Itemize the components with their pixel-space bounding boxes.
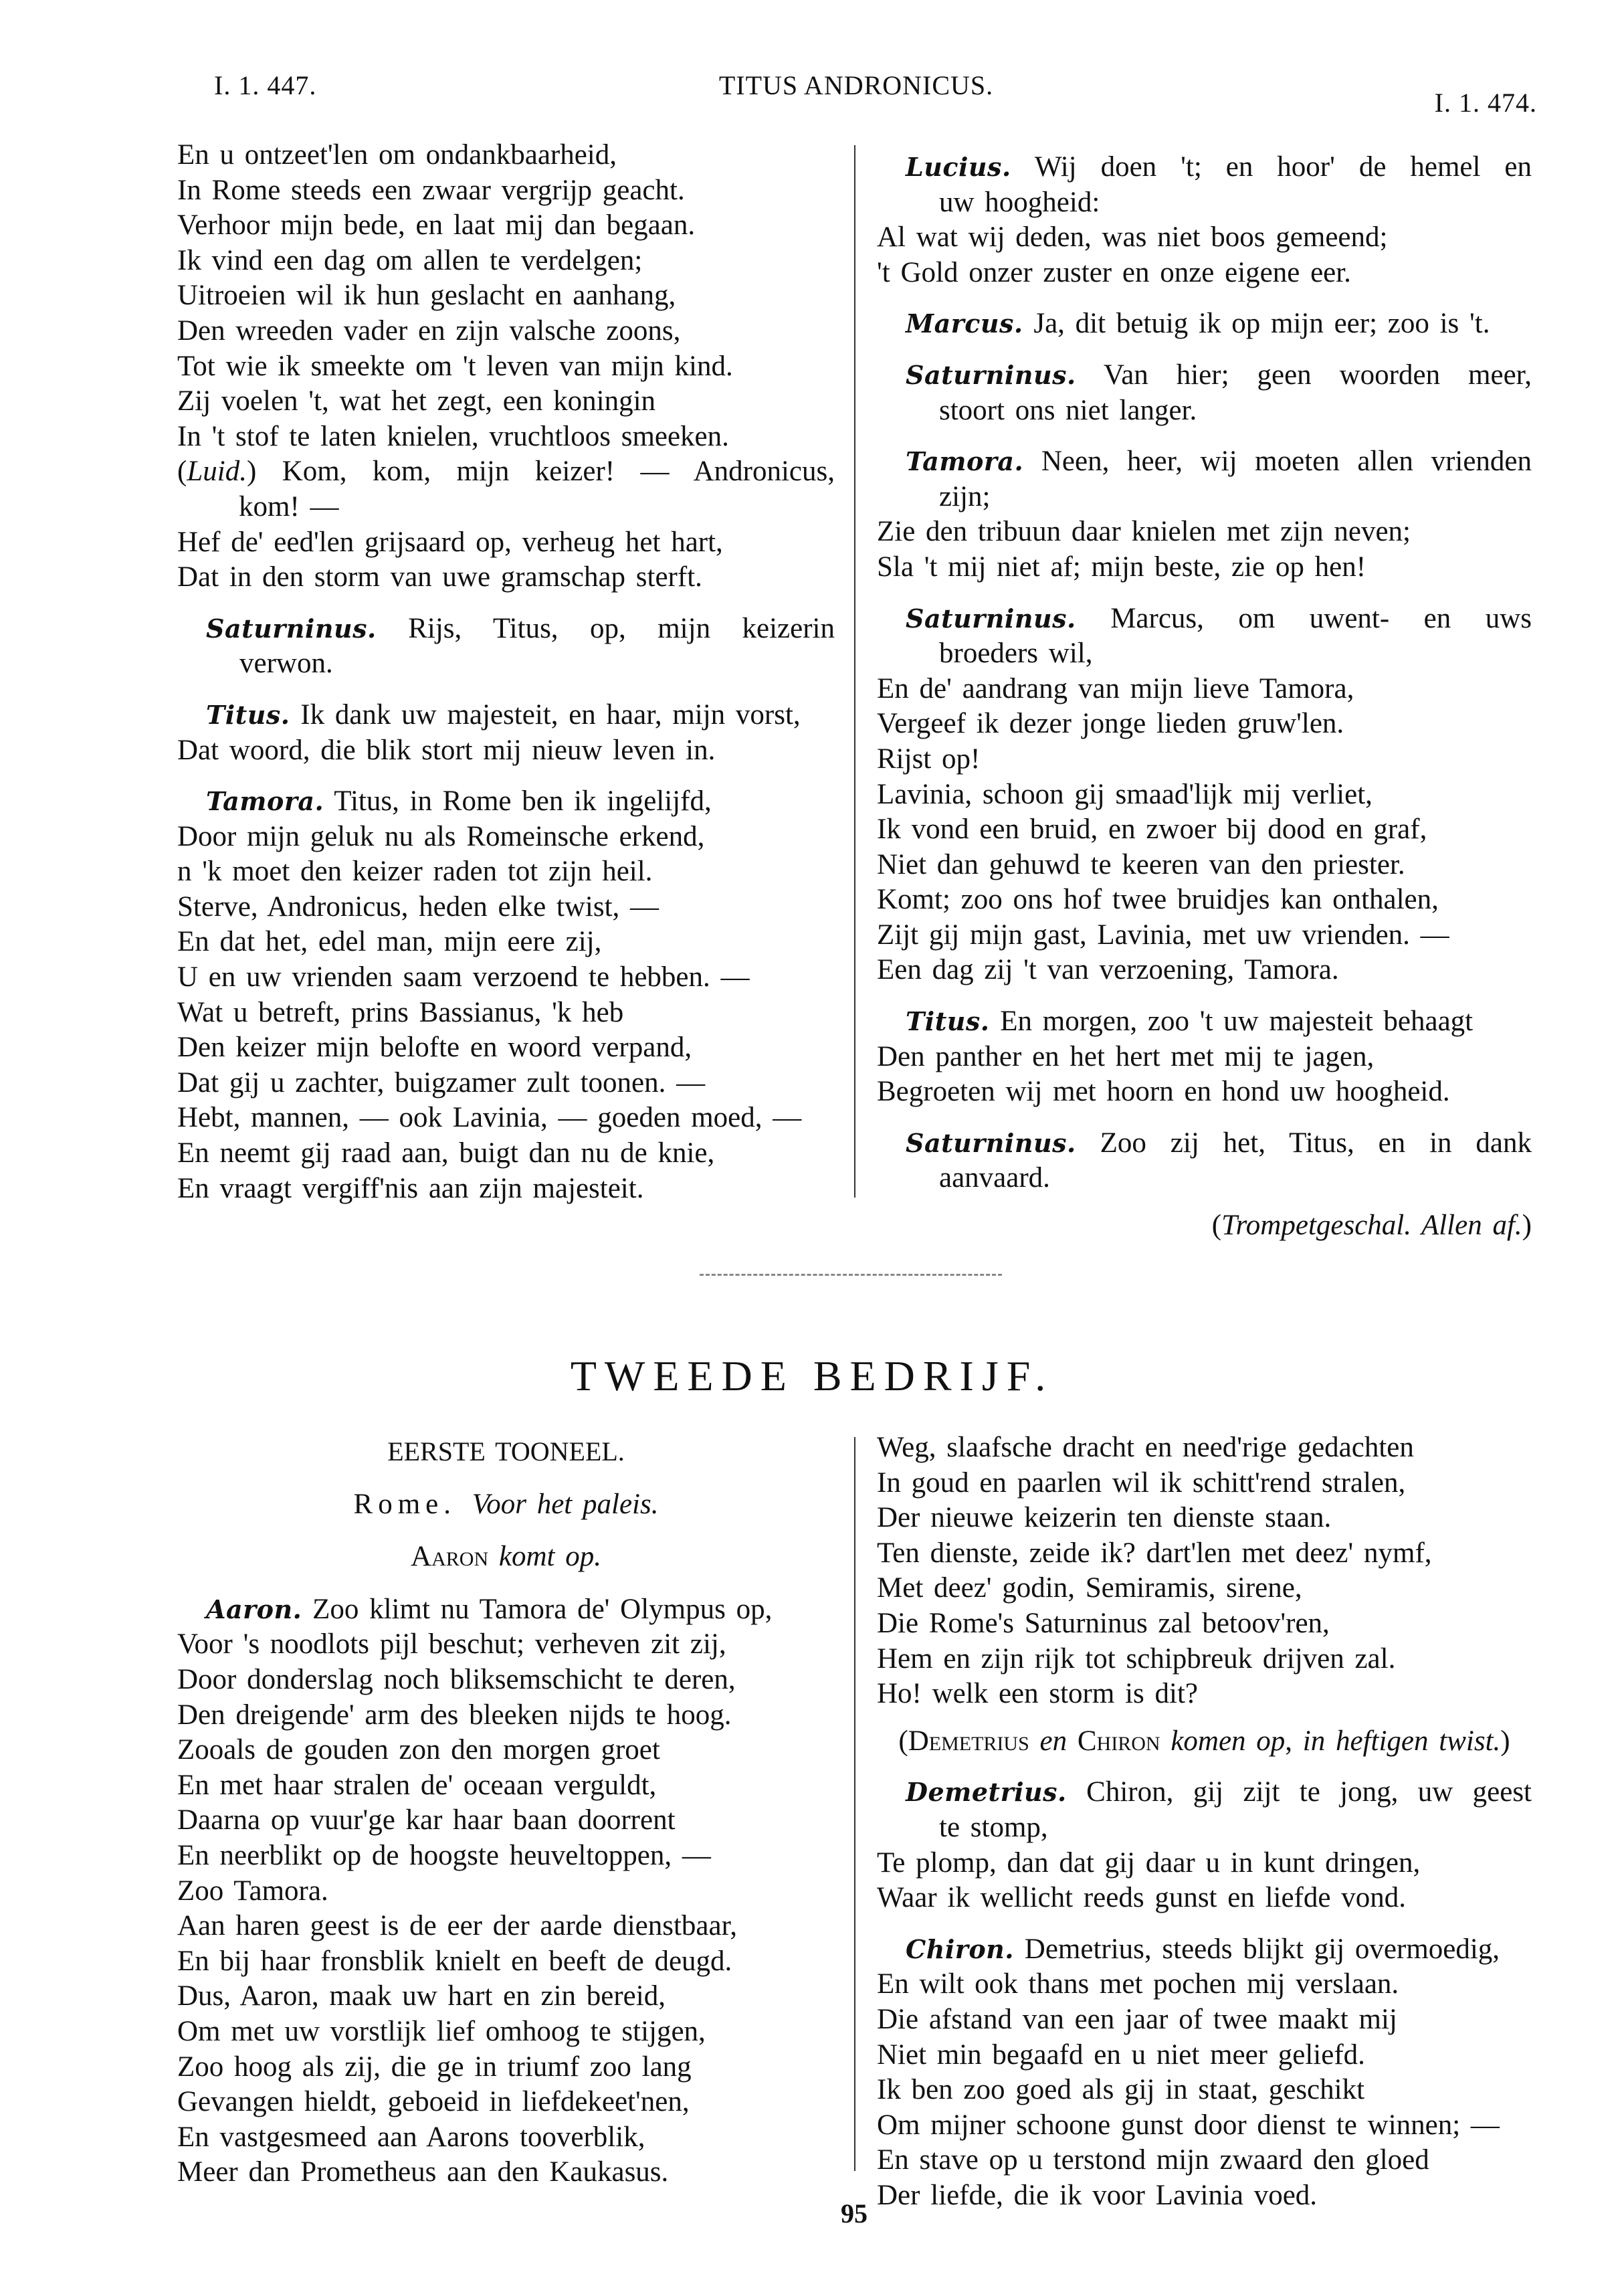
- text-segment: (: [1211, 1210, 1222, 1242]
- verse-line: Te plomp, dan dat gij daar u in kunt dringen,: [877, 1846, 1421, 1879]
- verse-line: Een dag zij 't van verzoening, Tamora.: [877, 954, 1339, 986]
- speech: [877, 1126, 1532, 1196]
- text-segment: Chiron: [1077, 1725, 1160, 1757]
- speech-first-line: [877, 358, 1532, 393]
- text-segment: (: [177, 456, 187, 488]
- verse-line: Zie den tribuun daar knielen met zijn neven;: [877, 516, 1411, 548]
- verse-line: Wat u betreft, prins Bassianus, 'k heb: [177, 996, 624, 1028]
- speaker-name: Saturninus.: [906, 359, 1076, 390]
- verse-line: Dat woord, die blik stort mij nieuw leven in.: [177, 734, 716, 766]
- verse-line: En vastgesmeed aan Aarons tooverblik,: [177, 2121, 645, 2153]
- verse-line: En neemt gij raad aan, buigt dan nu de knie,: [177, 1137, 715, 1169]
- verse-line: Niet min begaafd en u niet meer geliefd.: [877, 2038, 1365, 2071]
- verse-line: En u ontzeet'len om ondankbaarheid,: [177, 139, 617, 171]
- verse-line: Om mijner schoone gunst door dienst te winnen; —: [877, 2109, 1500, 2141]
- column-divider: [854, 1437, 855, 2171]
- verse-line: In goud en paarlen wil ik schitt'rend stralen,: [877, 1466, 1406, 1499]
- scene-setting: [177, 1539, 835, 1575]
- verse-line: Zoo Tamora.: [177, 1875, 328, 1907]
- top-right-column: [877, 134, 1532, 1244]
- bottom-right-column: [877, 1430, 1532, 2213]
- speaker-name: Tamora.: [206, 786, 324, 817]
- top-left-column: [177, 138, 835, 1206]
- verse-line: Die afstand van een jaar of twee maakt mij: [877, 2003, 1397, 2035]
- verse-line: Ik ben zoo goed als gij in staat, geschikt: [877, 2074, 1365, 2106]
- verse-line: Dus, Aaron, maak uw hart en zin bereid,: [177, 1980, 666, 2012]
- speech-text: Van hier; geen woorden meer,: [1103, 359, 1532, 391]
- speech: [177, 611, 835, 682]
- text-segment: ): [1522, 1210, 1532, 1242]
- text-segment: ,: [1285, 1725, 1303, 1757]
- speech-first-line: [177, 698, 835, 733]
- speaker-name: Demetrius.: [906, 1777, 1067, 1808]
- text-segment: komt op.: [498, 1541, 601, 1573]
- verse-line: Aan haren geest is de eer der aarde dienstbaar,: [177, 1910, 737, 1942]
- verse-line: En dat het, edel man, mijn eere zij,: [177, 926, 602, 958]
- verse-line: Gevangen hieldt, geboeid in liefdekeet'nen,: [177, 2086, 690, 2118]
- speaker-name: Titus.: [206, 699, 290, 730]
- verse-line: Daarna op vuur'ge kar haar baan doorrent: [177, 1804, 676, 1836]
- verse-line: Voor 's noodlots pijl beschut; verheven zit zij,: [177, 1628, 726, 1660]
- speaker-name: Chiron.: [906, 1933, 1015, 1964]
- verse-line: Door donderslag noch bliksemschicht te deren,: [177, 1663, 736, 1695]
- verse-line: In Rome steeds een zwaar vergrijp geacht.: [177, 174, 685, 206]
- speech: [877, 358, 1532, 428]
- column-divider: [854, 145, 855, 1198]
- scene-setting: [177, 1487, 835, 1523]
- running-head-left: I. 1. 447.: [214, 70, 317, 100]
- verse-line: Met deez' godin, Semiramis, sirene,: [877, 1572, 1302, 1604]
- page-number: 95: [841, 2198, 868, 2228]
- verse-line: Uitroeien wil ik hun geslacht en aanhang,: [177, 280, 676, 312]
- verse-line: Vergeef ik dezer jonge lieden gruw'len.: [877, 708, 1344, 740]
- verse-line: Zijt gij mijn gast, Lavinia, met uw vrienden. —: [877, 919, 1449, 951]
- speech-text: Chiron, gij zijt te jong, uw geest: [1086, 1776, 1532, 1808]
- text-segment: (: [898, 1725, 908, 1757]
- verse-line: Ho! welk een storm is dit?: [877, 1678, 1198, 1710]
- text-segment: ) Kom, kom, mijn keizer! — Andronicus,: [246, 456, 835, 488]
- text-segment: Trompetgeschal. Allen af.: [1221, 1210, 1522, 1242]
- verse-line: Weg, slaafsche dracht en need'rige gedachten: [877, 1432, 1414, 1463]
- speech: [177, 1592, 835, 1628]
- speech: [877, 306, 1532, 342]
- speech-first-line: [877, 601, 1532, 637]
- verse-line: Om met uw vorstlijk lief omhoog te stijgen,: [177, 2015, 706, 2047]
- verse-line: Hef de' eed'len grijsaard op, verheug het hart,: [177, 526, 723, 558]
- text-segment: ): [1500, 1725, 1510, 1757]
- verse-line: Den panther en het hert met mij te jagen,: [877, 1040, 1375, 1072]
- verse-line: Zoo hoog als zij, die ge in triumf zoo lang: [177, 2051, 692, 2083]
- verse-line: 't Gold onzer zuster en onze eigene eer.: [877, 256, 1351, 288]
- verse-line: Door mijn geluk nu als Romeinsche erkend,: [177, 820, 705, 852]
- speaker-name: Lucius.: [906, 152, 1011, 182]
- verse-line: Waar ik wellicht reeds gunst en liefde vond.: [877, 1882, 1406, 1914]
- verse-line: Al wat wij deden, was niet boos gemeend;: [877, 221, 1388, 254]
- verse-line: U en uw vrienden saam verzoend te hebben. —: [177, 961, 750, 993]
- section-ornament-rule: [700, 1274, 1002, 1276]
- speaker-name: Tamora.: [906, 446, 1024, 477]
- speech-text: Zoo zij het, Titus, en in dank: [1100, 1127, 1532, 1159]
- verse-line: [177, 454, 835, 490]
- running-head-right: I. 1. 474.: [1434, 88, 1537, 118]
- speech-first-line: [177, 1592, 835, 1628]
- verse-line: Den wreeden vader en zijn valsche zoons,: [177, 314, 681, 347]
- speech-first-line: [877, 1775, 1532, 1810]
- verse-line: En stave op u terstond mijn zwaard den gloed: [877, 2144, 1429, 2176]
- text-segment: Voor het paleis.: [472, 1488, 659, 1520]
- speech-first-line: [877, 1126, 1532, 1161]
- speech-first-line: [877, 150, 1532, 185]
- speaker-name: Titus.: [906, 1006, 990, 1037]
- speech-text: Neen, heer, wij moeten allen vrienden: [1041, 446, 1532, 478]
- verse-line: Begroeten wij met hoorn en hond uw hoogheid.: [877, 1076, 1450, 1108]
- text-segment: Demetrius: [908, 1725, 1029, 1757]
- speech-continuation: zijn;: [939, 480, 991, 512]
- speech: [877, 1775, 1532, 1845]
- speech-continuation: uw hoogheid:: [939, 186, 1100, 218]
- stage-direction: [877, 1208, 1532, 1244]
- speaker-name: Marcus.: [906, 308, 1023, 339]
- text-segment: en: [1029, 1725, 1078, 1757]
- speech: [177, 784, 835, 820]
- text-segment: Luid.: [187, 456, 247, 488]
- verse-line: Sla 't mij niet af; mijn beste, zie op hen!: [877, 551, 1366, 583]
- speech-first-line: [877, 444, 1532, 480]
- running-title: TITUS ANDRONICUS.: [718, 70, 994, 100]
- text-segment: komen op: [1160, 1725, 1286, 1757]
- speech-text: Zoo klimt nu Tamora de' Olympus op,: [312, 1593, 773, 1625]
- speech-text: Ja, dit betuig ik op mijn eer; zoo is 't.: [1033, 308, 1490, 340]
- verse-line: Rijst op!: [877, 743, 981, 775]
- speech-continuation: broeders wil,: [939, 638, 1093, 670]
- text-segment: Aaron: [411, 1541, 499, 1573]
- speech-first-line: [877, 1932, 1532, 1968]
- speech-text: Rijs, Titus, op, mijn keizerin: [408, 612, 835, 644]
- speech-continuation: verwon.: [239, 648, 333, 680]
- verse-line-continuation: kom! —: [239, 490, 339, 522]
- verse-line: Zooals de gouden zon den morgen groet: [177, 1734, 660, 1766]
- speech: [877, 601, 1532, 672]
- speech-text: Marcus, om uwent- en uws: [1110, 602, 1532, 634]
- verse-line: Lavinia, schoon gij smaad'lijk mij verliet,: [877, 778, 1373, 810]
- verse-line: Komt; zoo ons hof twee bruidjes kan onthalen,: [877, 884, 1439, 916]
- verse-line: En de' aandrang van mijn lieve Tamora,: [877, 672, 1354, 704]
- verse-line: En vraagt vergiff'nis aan zijn majesteit.: [177, 1172, 644, 1204]
- speaker-name: Aaron.: [206, 1594, 302, 1624]
- verse-line: En wilt ook thans met pochen mij verslaan.: [877, 1968, 1399, 2000]
- speech-continuation: stoort ons niet langer.: [939, 394, 1197, 426]
- speech: [877, 1932, 1532, 1968]
- verse-line: Die Rome's Saturninus zal betoov'ren,: [877, 1607, 1330, 1639]
- verse-line: n 'k moet den keizer raden tot zijn heil.: [177, 856, 653, 888]
- speech: [177, 698, 835, 733]
- verse-line: Der nieuwe keizerin ten dienste staan.: [877, 1502, 1332, 1534]
- text-segment: in heftigen twist.: [1302, 1725, 1501, 1757]
- speech-first-line: [177, 611, 835, 647]
- verse-line: Meer dan Prometheus aan den Kaukasus.: [177, 2156, 669, 2188]
- speaker-name: Saturninus.: [206, 613, 377, 644]
- speech-first-line: [177, 784, 835, 820]
- verse-line: Verhoor mijn bede, en laat mij dan begaan.: [177, 209, 696, 242]
- act-title: TWEEDE BEDRIJF.: [570, 1352, 1054, 1400]
- speech-first-line: [877, 306, 1532, 342]
- speech-text: Demetrius, steeds blijkt gij overmoedig,: [1024, 1933, 1500, 1965]
- speech: [877, 150, 1532, 220]
- verse-line: Dat in den storm van uwe gramschap sterft.: [177, 561, 702, 593]
- verse-line: Ik vind een dag om allen te verdelgen;: [177, 244, 643, 276]
- verse-line: Niet dan gehuwd te keeren van den priester.: [877, 848, 1405, 880]
- verse-line: En met haar stralen de' oceaan verguldt,: [177, 1769, 657, 1801]
- verse-line: En neerblikt op de hoogste heuveltoppen, —: [177, 1839, 711, 1871]
- verse-line: Den keizer mijn belofte en woord verpand,: [177, 1032, 692, 1064]
- speech-text: Titus, in Rome ben ik ingelijfd,: [334, 785, 712, 818]
- speech-first-line: [877, 1004, 1532, 1040]
- verse-line: Tot wie ik smeekte om 't leven van mijn kind.: [177, 350, 733, 382]
- verse-line: Hem en zijn rijk tot schipbreuk drijven zal.: [877, 1642, 1396, 1675]
- bottom-left-column: [177, 1434, 835, 2190]
- verse-line: Hebt, mannen, — ook Lavinia, — goeden moed, —: [177, 1102, 802, 1134]
- speaker-name: Saturninus.: [906, 603, 1076, 634]
- speech-text: Wij doen 't; en hoor' de hemel en: [1034, 151, 1532, 183]
- speech-text: Ik dank uw majesteit, en haar, mijn vorst,: [300, 698, 801, 731]
- text-segment: Rome.: [353, 1488, 472, 1520]
- verse-line: In 't stof te laten knielen, vruchtloos smeeken.: [177, 420, 729, 452]
- speech-continuation: te stomp,: [939, 1811, 1048, 1843]
- speech-continuation: aanvaard.: [939, 1162, 1050, 1194]
- verse-line: Sterve, Andronicus, heden elke twist, —: [177, 890, 659, 923]
- scene-heading: EERSTE TOONEEL.: [387, 1436, 625, 1466]
- speech: [877, 1004, 1532, 1040]
- speaker-name: Saturninus.: [906, 1127, 1076, 1158]
- speech: [877, 444, 1532, 514]
- verse-line: Zij voelen 't, wat het zegt, een koningin: [177, 385, 656, 417]
- speech-text: En morgen, zoo 't uw majesteit behaagt: [1000, 1006, 1474, 1038]
- verse-line: Dat gij u zachter, buigzamer zult toonen. —: [177, 1066, 706, 1099]
- verse-line: Der liefde, die ik voor Lavinia voed.: [877, 2179, 1318, 2211]
- verse-line: Den dreigende' arm des bleeken nijds te hoog.: [177, 1699, 732, 1731]
- verse-line: Ten dienste, zeide ik? dart'len met deez' nymf,: [877, 1537, 1432, 1569]
- verse-line: En bij haar fronsblik knielt en beeft de deugd.: [177, 1945, 732, 1977]
- verse-line: Ik vond een bruid, en zwoer bij dood en graf,: [877, 814, 1427, 846]
- stage-direction: [877, 1724, 1532, 1760]
